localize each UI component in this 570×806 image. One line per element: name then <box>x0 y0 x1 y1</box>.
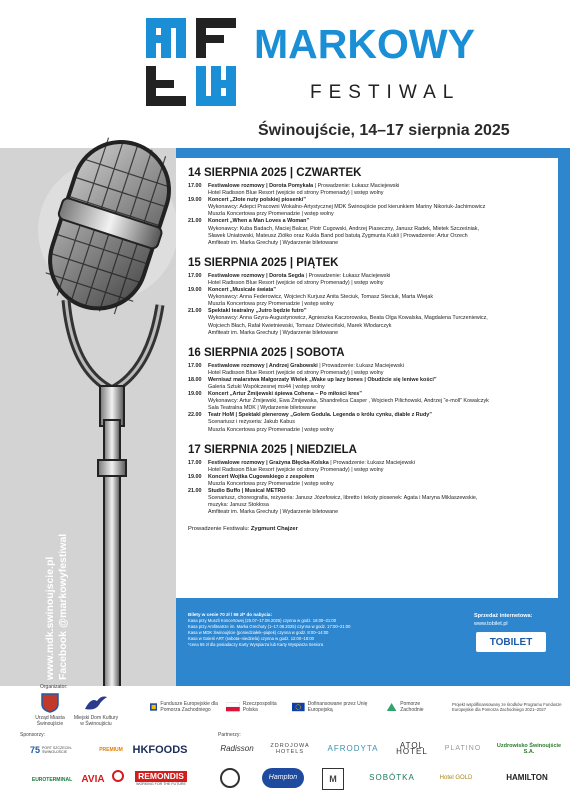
partner-hamilton-logo: HAMILTON <box>506 773 548 782</box>
event-title-line <box>208 308 556 315</box>
event-details: | Prowadzenie: Łukasz Maciejewski <box>314 183 400 189</box>
city-crest-icon <box>41 693 59 713</box>
ticket-lines <box>188 618 438 648</box>
event-item <box>188 391 556 412</box>
day-heading: 15 SIERPNIA 2025 | PIĄTEK <box>188 256 339 269</box>
event-body <box>208 197 556 218</box>
event-body <box>208 218 556 246</box>
partners-label: Partnerzy: <box>218 732 241 738</box>
event-time: 19.00 <box>188 391 202 398</box>
event-line: Wykonawcy: Kuba Badach, Maciej Balcar, Piotr Cugowski, Andrzej Piaseczny, Janusz Radek, Mietek Szcześniak, <box>208 225 479 232</box>
city-logo: Urząd Miasta Świnoujście <box>30 692 70 728</box>
festival-host-line <box>188 525 556 533</box>
event-time: 19.00 <box>188 197 202 204</box>
event-title: Festiwalowe rozmowy | Dorota Segda <box>208 272 305 279</box>
footer <box>0 686 570 806</box>
partner-uzdrowisko-logo: Uzdrowisko Świnoujście S.A. <box>496 743 562 755</box>
day-block <box>188 166 556 247</box>
website-link[interactable]: www.mdk.swinoujscie.pl <box>44 556 56 680</box>
event-time: 18.00 <box>188 376 202 383</box>
side-contact-text <box>44 500 70 680</box>
eu-flag-logo: Dofinansowane przez Unię Europejską <box>292 694 368 720</box>
event-title: Studio Buffo | Musical METRO <box>208 488 286 494</box>
city-date: Świnoujście, 14–17 sierpnia 2025 <box>258 122 510 139</box>
event-title: Wernisaż malarstwa Małgorzaty Wielek „Wake up lazy bones | Obudźcie się leniwe kości” <box>208 376 437 383</box>
event-body <box>208 183 556 197</box>
event-time: 21.00 <box>188 488 202 494</box>
event-line: Wykonawcy: Artur Żmijewski, Ewa Żmijewska, Shandrelica Casper , Wojciech Pilichowski, Andrzej “e-moll” Kowalczyk <box>208 398 489 405</box>
event-time: 17.00 <box>188 362 202 369</box>
pomorze-logo: Pomorze Zachodnie <box>386 694 436 720</box>
event-item <box>188 363 556 377</box>
event-line: Wykonawcy: Anna Gzyra-Augustynowicz, Agnieszka Kaczorowska, Beata Olga Kowalska, Magdalena Turczeniewicz, <box>208 315 488 322</box>
event-title-line <box>208 488 556 495</box>
event-body <box>208 488 556 516</box>
event-line: muzyka: Janusz Stokłosa <box>208 502 269 509</box>
day-heading: 16 SIERPNIA 2025 | SOBOTA <box>188 346 345 359</box>
event-line: Wykonawcy: Adepci Pracowni Wokalno-Artystycznej MDK Świnoujście pod kierunkiem Mariny Nikoriuk-Jachimowicz <box>208 204 486 211</box>
event-item <box>188 183 556 197</box>
event-title: Koncert Wojtka Cugowskiego z zespołem <box>208 473 315 480</box>
organizers-label: Organizator: <box>40 684 68 690</box>
event-title: Spektakl teatralny „Jutro będzie futro” <box>208 308 307 315</box>
event-item <box>188 287 556 308</box>
event-time: 19.00 <box>188 473 202 480</box>
event-line: Amfiteatr im. Marka Grechuty | Wydarzenie biletowane <box>208 329 339 336</box>
sponsor-avia-logo: AVIA <box>81 774 105 785</box>
event-line: Muszla Koncertowa przy Promenadzie | wstęp wolny <box>208 480 334 487</box>
event-line: Hotel Radisson Blue Resort (wejście od strony Promenady) | wstęp wolny <box>208 279 384 286</box>
tobilet-logo: TOBILET <box>476 632 546 652</box>
event-details: | Prowadzenie: Łukasz Maciejewski <box>330 459 415 466</box>
event-body <box>208 391 556 412</box>
day-heading: 17 SIERPNIA 2025 | NIEDZIELA <box>188 443 357 456</box>
event-line: Muszla Koncertowa przy Promenadzie | wstęp wolny <box>208 211 334 218</box>
event-line: Wojciech Błach, Rafał Kwietniewski, Tomasz Oświeciński, Marek Włodarczyk <box>208 322 392 329</box>
event-title: Koncert „Musicale świata” <box>208 287 277 294</box>
festival-title: MARKOWY <box>254 21 475 67</box>
ticket-line: Kasa w MDK Świnoujście (poniedziałek–piątek) czynna w godz. 8:00–14:00 <box>188 630 329 635</box>
ticket-line: *cena 56 zł dla posiadaczy Karty Wyspiarza lub Karty Wyspiarza Seniora <box>188 642 324 647</box>
event-body <box>208 308 556 336</box>
event-title-line <box>208 273 556 280</box>
event-body <box>208 287 556 308</box>
event-line: Scenariusz, choreografia, reżyseria: Janusz Józefowicz, libretto i teksty piosenek: Agata i Maryna Miklaszewskie, <box>208 495 478 502</box>
event-body <box>208 412 556 433</box>
event-title: Festiwalowe rozmowy | Andrzej Grabowski <box>208 362 318 369</box>
sponsor-hkfoods-logo: HKFOODS <box>132 744 188 756</box>
ticket-heading: Bilety w cenie 70 zł / 56 zł* do nabycia: <box>188 612 272 617</box>
event-line: Amfiteatr im. Marka Grechuty | Wydarzenie biletowane <box>208 239 339 246</box>
festival-logo-mark <box>146 18 238 106</box>
event-item <box>188 488 556 516</box>
partner-hotel-m-logo: M <box>322 768 344 790</box>
partner-gold-logo: Hotel GOLD <box>439 775 473 781</box>
online-sales-label: Sprzedaż internetowa: <box>474 613 533 619</box>
poland-flag-logo: Rzeczpospolita Polska <box>226 694 286 720</box>
event-item <box>188 412 556 433</box>
event-item <box>188 377 556 391</box>
partner-round-logo <box>220 768 240 788</box>
event-title-line <box>208 474 556 481</box>
eu-funds-icon <box>150 700 157 714</box>
sponsor-remondis-logo: REMONDIS WORKING FOR THE FUTURE <box>136 771 186 786</box>
partner-sobotka-logo: SOBÓTKA <box>369 773 415 782</box>
event-line: Galeria Sztuki Współczesnej ms44 | wstęp wolny <box>208 383 325 390</box>
poland-flag-icon <box>226 702 240 712</box>
partner-afrodyta-logo: AFRODYTA <box>327 744 379 753</box>
event-body <box>208 377 556 391</box>
event-title-line <box>208 218 556 225</box>
partner-hampton-logo: Hampton <box>262 768 304 788</box>
ticket-line: Kasa przy Muszli Koncertowej (25.07–17.08.2025) czynna w godz. 16:00–21:00 <box>188 618 337 623</box>
partner-radisson-logo: Radisson <box>220 744 254 753</box>
mdk-logo: Miejski Dom Kultury w Świnoujściu <box>72 692 120 728</box>
event-time: 21.00 <box>188 218 202 225</box>
event-line: Sławek Uniatowski, Mateusz Ziółko oraz Kukla Band pod batutą Zygmunta Kukli | Prowadzenie: Artur Orzech <box>208 232 468 239</box>
event-title-line <box>208 377 556 384</box>
event-title: Festiwalowe rozmowy | Dorota Pomykała <box>208 183 314 189</box>
day-block <box>188 443 556 517</box>
sponsor-port-logo: 75 PORT SZCZECIN-ŚWINOUJŚCIE <box>30 745 73 755</box>
event-title: Koncert „Złote nuty polskiej piosenki” <box>208 197 306 204</box>
event-title: Koncert „When a Man Loves a Woman” <box>208 218 310 225</box>
event-title: Teatr HoM | Spektakl plenerowy „Golem Godula. Legenda o królu cynku, diable z Rudy” <box>208 412 432 419</box>
event-line: Hotel Radisson Blue Resort (wejście od strony Promenady) | wstęp wolny <box>208 190 384 197</box>
event-line: Wykonawcy: Anna Federowicz, Wojciech Kurjusz Anita Steciuk, Tomasz Steciuk, Marta Wiejak <box>208 294 434 301</box>
online-sales-url[interactable]: www.tobilet.pl <box>474 621 508 627</box>
event-details: | Prowadzenie: Łukasz Maciejewski <box>319 362 404 369</box>
sponsors-label: Sponsorzy: <box>20 732 46 738</box>
event-title-line <box>208 460 556 467</box>
facebook-link[interactable]: Facebook @markowyfestiwal <box>57 533 69 680</box>
event-time: 17.00 <box>188 459 202 466</box>
event-body <box>208 363 556 377</box>
event-time: 21.00 <box>188 308 202 315</box>
day-block <box>188 256 556 337</box>
event-line: Scenariusz i reżyseria: Jakub Kabus <box>208 419 295 426</box>
festival-host-name: Zygmunt Chajzer <box>250 526 298 533</box>
event-item <box>188 460 556 474</box>
event-title-line <box>208 183 556 190</box>
event-line: Muszla Koncertowa przy Promenadzie | wstęp wolny <box>208 426 334 433</box>
event-body <box>208 460 556 474</box>
ticket-line: Kasa w Galerii ART (sobota–niedziela) czynna w godz. 12:00–18:00 <box>188 636 315 641</box>
event-line: Hotel Radisson Blue Resort (wejście od strony Promenady) | wstęp wolny <box>208 466 384 473</box>
event-title-line <box>208 287 556 294</box>
event-title-line <box>208 412 556 419</box>
online-sales <box>474 612 532 628</box>
event-time: 22.00 <box>188 412 202 419</box>
event-title: Koncert „Artur Żmijewski śpiewa Cohena – Po miłości kres” <box>208 391 362 398</box>
day-heading: 14 SIERPNIA 2025 | CZWARTEK <box>188 167 362 179</box>
sponsor-premium-logo: PREMIUM <box>99 747 123 753</box>
event-line: Amfiteatr im. Marka Grechuty | Wydarzenie biletowane <box>208 509 339 516</box>
event-time: 17.00 <box>188 272 202 279</box>
festival-subtitle: FESTIWAL <box>310 82 461 103</box>
sponsor-round-logo <box>112 770 124 782</box>
event-item <box>188 218 556 246</box>
event-line: Sala Teatralna MDK | Wydarzenie biletowane <box>208 405 316 412</box>
ticket-info <box>188 612 438 648</box>
event-item <box>188 474 556 488</box>
pomorze-icon <box>386 701 397 713</box>
event-body <box>208 273 556 287</box>
event-body <box>208 474 556 488</box>
eu-flag-icon <box>292 701 305 713</box>
event-time: 19.00 <box>188 287 202 294</box>
event-line: Hotel Radisson Blue Resort (wejście od strony Promenady) | wstęp wolny <box>208 369 384 376</box>
day-block <box>188 346 556 434</box>
pegasus-icon <box>83 693 109 713</box>
festival-host-label: Prowadzenie Festiwalu: <box>188 526 250 533</box>
event-title-line <box>208 363 556 370</box>
ticket-line: Kasa przy Amfiteatrze im. Marka Grechuty (1–17.08.2025) czynna w godz. 17:00–21:00 <box>188 624 351 629</box>
event-item <box>188 273 556 287</box>
eu-funds-logo: Fundusze Europejskie dla Pomorza Zachodniego <box>150 694 218 720</box>
event-details: | Prowadzenie: Łukasz Maciejewski <box>305 272 391 279</box>
festival-schedule <box>188 166 556 533</box>
partner-zdrojowa-logo: ZDROJOWA HOTELS <box>270 743 310 755</box>
event-line: Muszla Koncertowa przy Promenadzie | wstęp wolny <box>208 301 334 308</box>
event-title: Festiwalowe rozmowy | Grażyna Błęcka-Kolska <box>208 459 329 466</box>
partner-atol-logo: ATOL HOTEL <box>396 741 428 756</box>
sponsor-euroterminal-logo: EUROTERMINAL <box>31 777 73 783</box>
eu-note: Projekt współfinansowany ze środków Programu Fundusze Europejskie dla Pomorza Zachodniego 2021–2027 <box>452 701 562 712</box>
event-item <box>188 197 556 218</box>
event-time: 17.00 <box>188 183 202 189</box>
partner-platino-logo: PLATINO <box>444 745 482 752</box>
event-item <box>188 308 556 336</box>
